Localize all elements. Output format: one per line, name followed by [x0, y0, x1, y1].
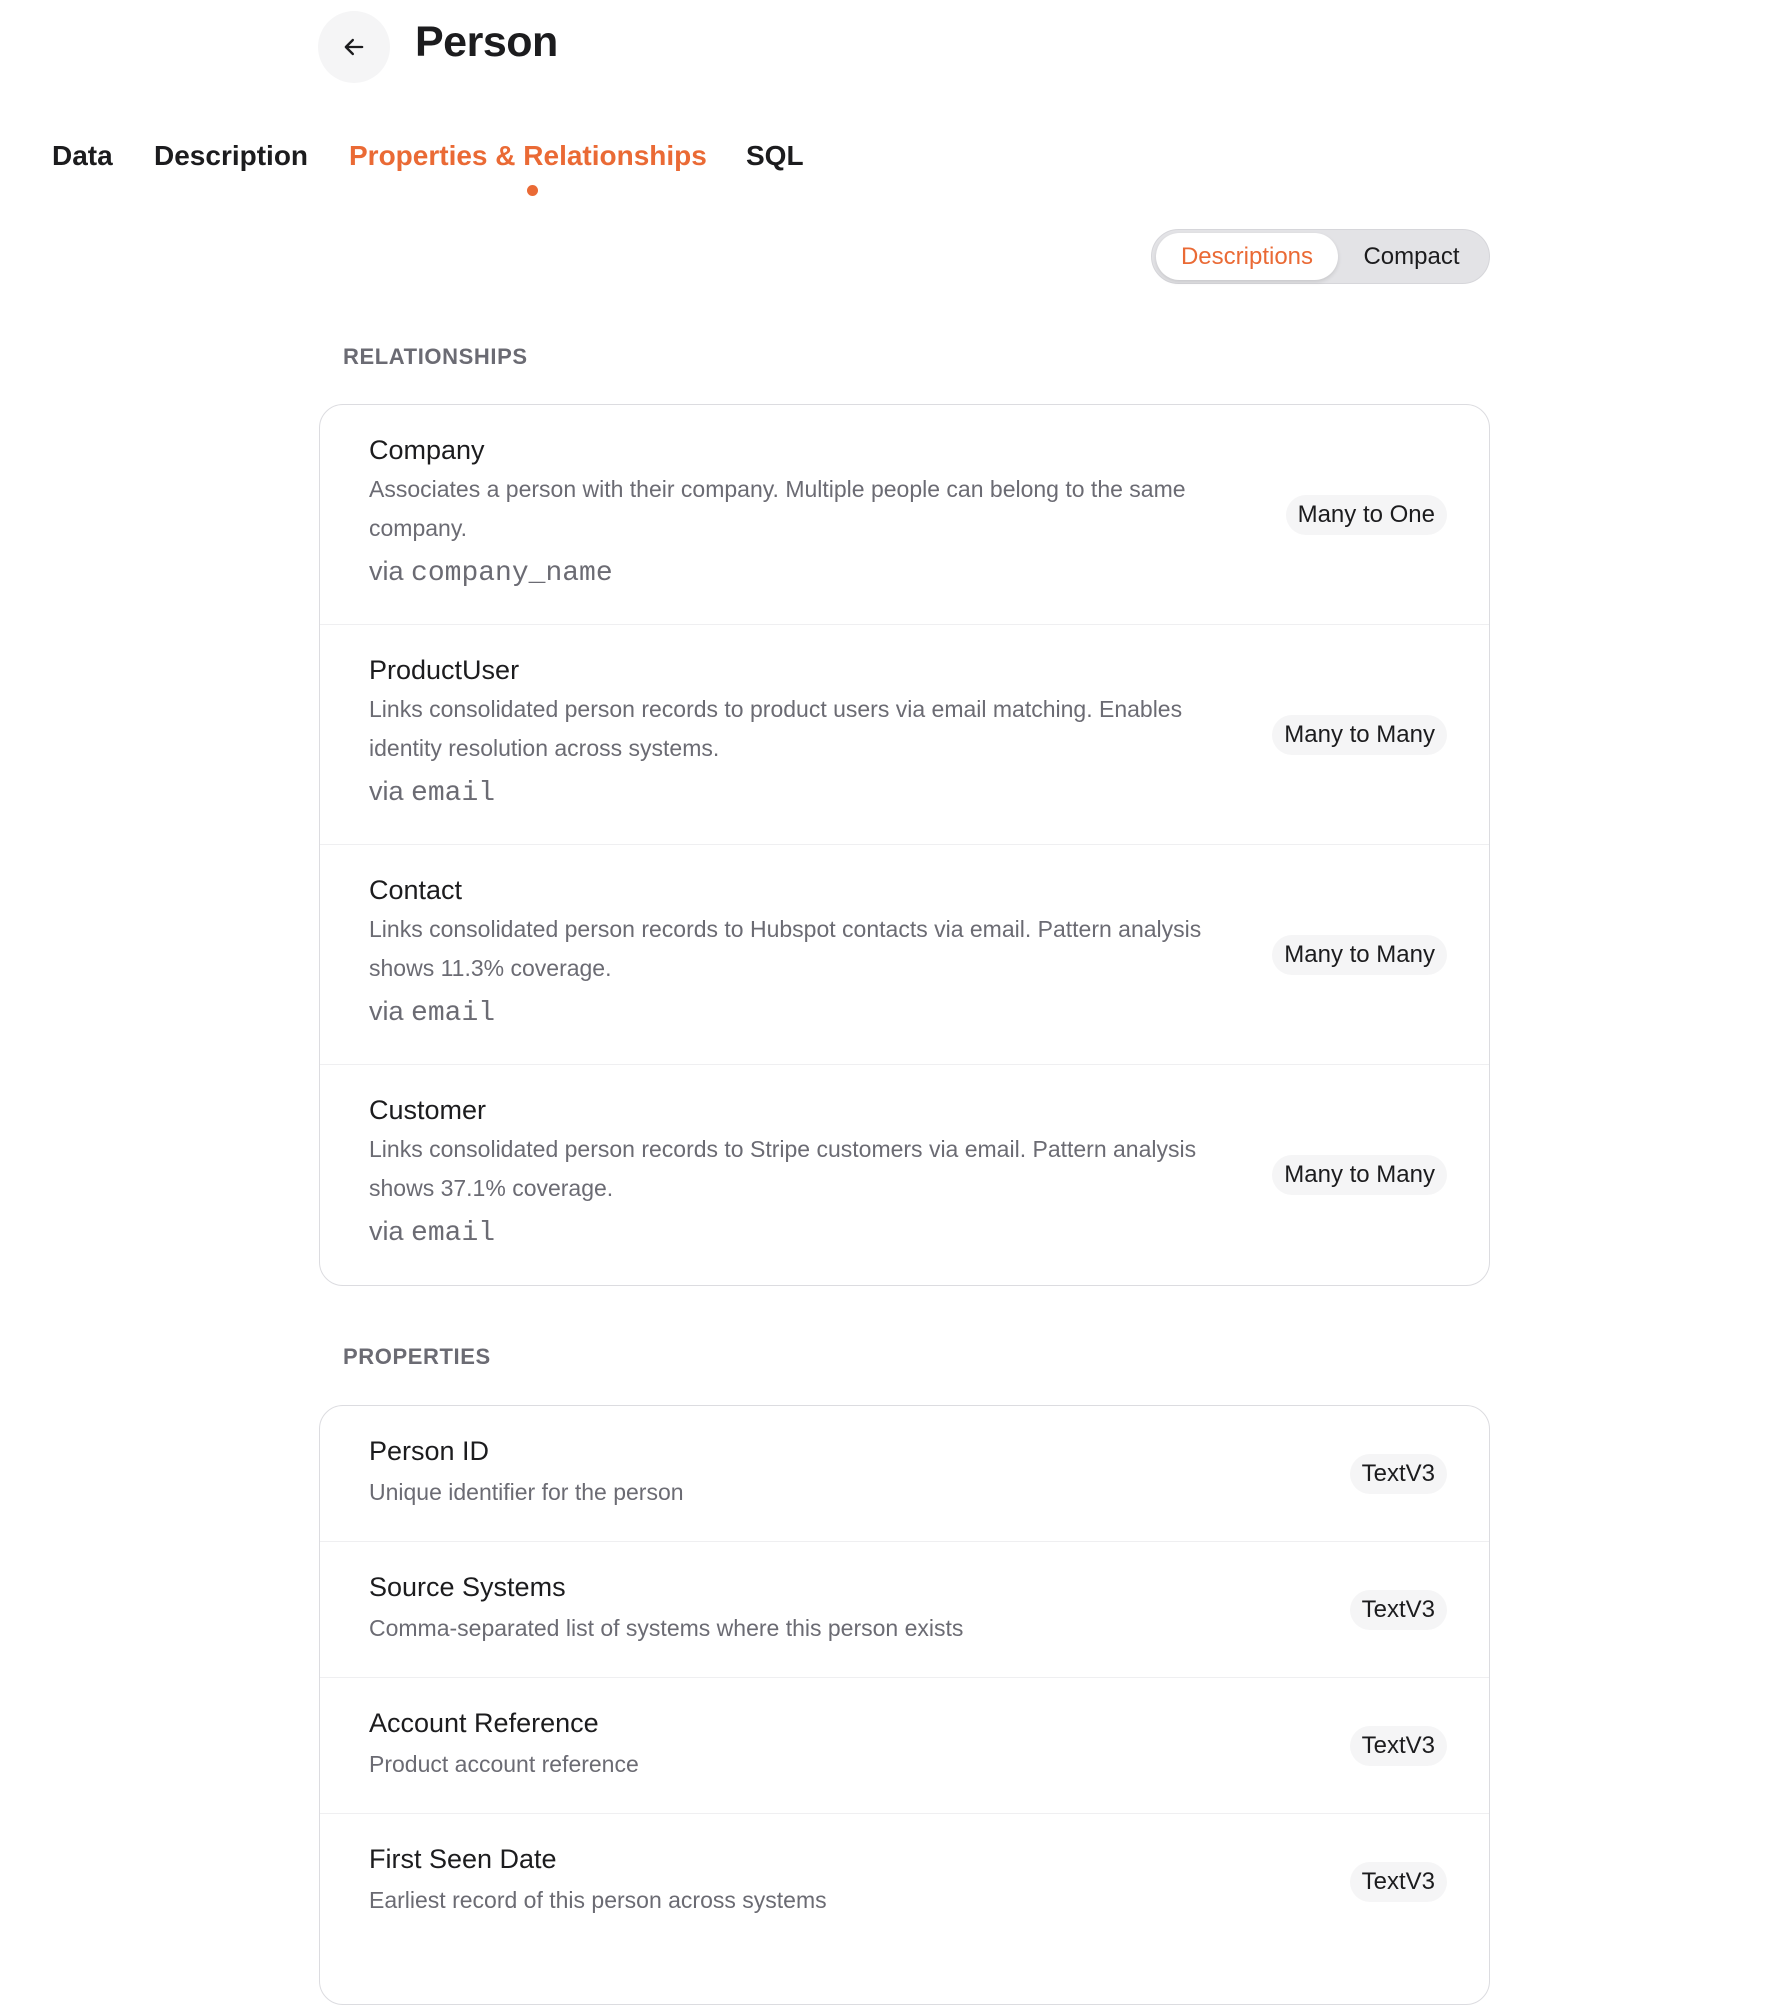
relationship-row[interactable]: [320, 1065, 1489, 1285]
via-label: via: [369, 1216, 404, 1246]
view-toggle: [1151, 229, 1490, 284]
relationship-row[interactable]: [320, 405, 1489, 625]
relationship-row[interactable]: [320, 625, 1489, 845]
via-field: email: [411, 998, 496, 1029]
relationship-via: [369, 556, 1489, 589]
tab-description[interactable]: Description: [154, 140, 309, 171]
property-name: Source Systems: [369, 1572, 566, 1602]
properties-card: [319, 1405, 1490, 2005]
cardinality-badge: Many to Many: [1272, 715, 1447, 755]
relationship-via: [369, 776, 1489, 809]
toggle-descriptions[interactable]: Descriptions: [1156, 233, 1338, 280]
relationship-row[interactable]: [320, 845, 1489, 1065]
property-name: First Seen Date: [369, 1844, 557, 1874]
arrow-left-icon: [340, 33, 368, 61]
via-field: email: [411, 1218, 496, 1249]
relationship-via: [369, 996, 1489, 1029]
type-badge: TextV3: [1350, 1454, 1447, 1494]
property-description: Comma-separated list of systems where this person exists: [369, 1615, 964, 1641]
relationship-name: Customer: [369, 1095, 487, 1125]
relationships-heading: RELATIONSHIPS: [343, 344, 528, 369]
back-button[interactable]: [318, 11, 390, 83]
active-tab-indicator: [527, 185, 538, 196]
property-description: Product account reference: [369, 1751, 639, 1777]
property-row[interactable]: [320, 1542, 1489, 1678]
property-row[interactable]: [320, 1678, 1489, 1814]
property-description: Unique identifier for the person: [369, 1479, 684, 1505]
relationship-description: Associates a person with their company. Multiple people can belong to the same company.: [369, 476, 1186, 541]
property-row[interactable]: [320, 1814, 1489, 1950]
toggle-compact[interactable]: Compact: [1363, 242, 1460, 270]
properties-heading: PROPERTIES: [343, 1344, 491, 1369]
cardinality-badge: Many to Many: [1272, 1155, 1447, 1195]
relationship-name: Company: [369, 435, 485, 465]
tab-properties-relationships[interactable]: Properties & Relationships: [349, 140, 707, 171]
relationship-name: Contact: [369, 875, 463, 905]
type-badge: TextV3: [1350, 1726, 1447, 1766]
tab-sql[interactable]: SQL: [746, 140, 804, 171]
type-badge: TextV3: [1350, 1590, 1447, 1630]
property-name: Person ID: [369, 1436, 490, 1466]
property-name: Account Reference: [369, 1708, 599, 1738]
relationships-card: [319, 404, 1490, 1286]
tab-data[interactable]: Data: [52, 140, 113, 171]
via-label: via: [369, 776, 404, 806]
property-row[interactable]: [320, 1406, 1489, 1542]
via-field: email: [411, 778, 496, 809]
type-badge: TextV3: [1350, 1862, 1447, 1902]
cardinality-badge: Many to Many: [1272, 935, 1447, 975]
relationship-description: Links consolidated person records to Stripe customers via email. Pattern analysis shows 37.1% coverage.: [369, 1136, 1197, 1201]
page-title: Person: [415, 18, 558, 66]
relationship-via: [369, 1216, 1489, 1249]
relationship-description: Links consolidated person records to product users via email matching. Enables identity resolution across systems.: [369, 696, 1183, 761]
via-field: company_name: [411, 558, 613, 589]
cardinality-badge: Many to One: [1286, 495, 1447, 535]
via-label: via: [369, 556, 404, 586]
relationship-description: Links consolidated person records to Hubspot contacts via email. Pattern analysis shows 11.3% coverage.: [369, 916, 1202, 981]
property-description: Earliest record of this person across systems: [369, 1887, 827, 1913]
via-label: via: [369, 996, 404, 1026]
relationship-name: ProductUser: [369, 655, 520, 685]
